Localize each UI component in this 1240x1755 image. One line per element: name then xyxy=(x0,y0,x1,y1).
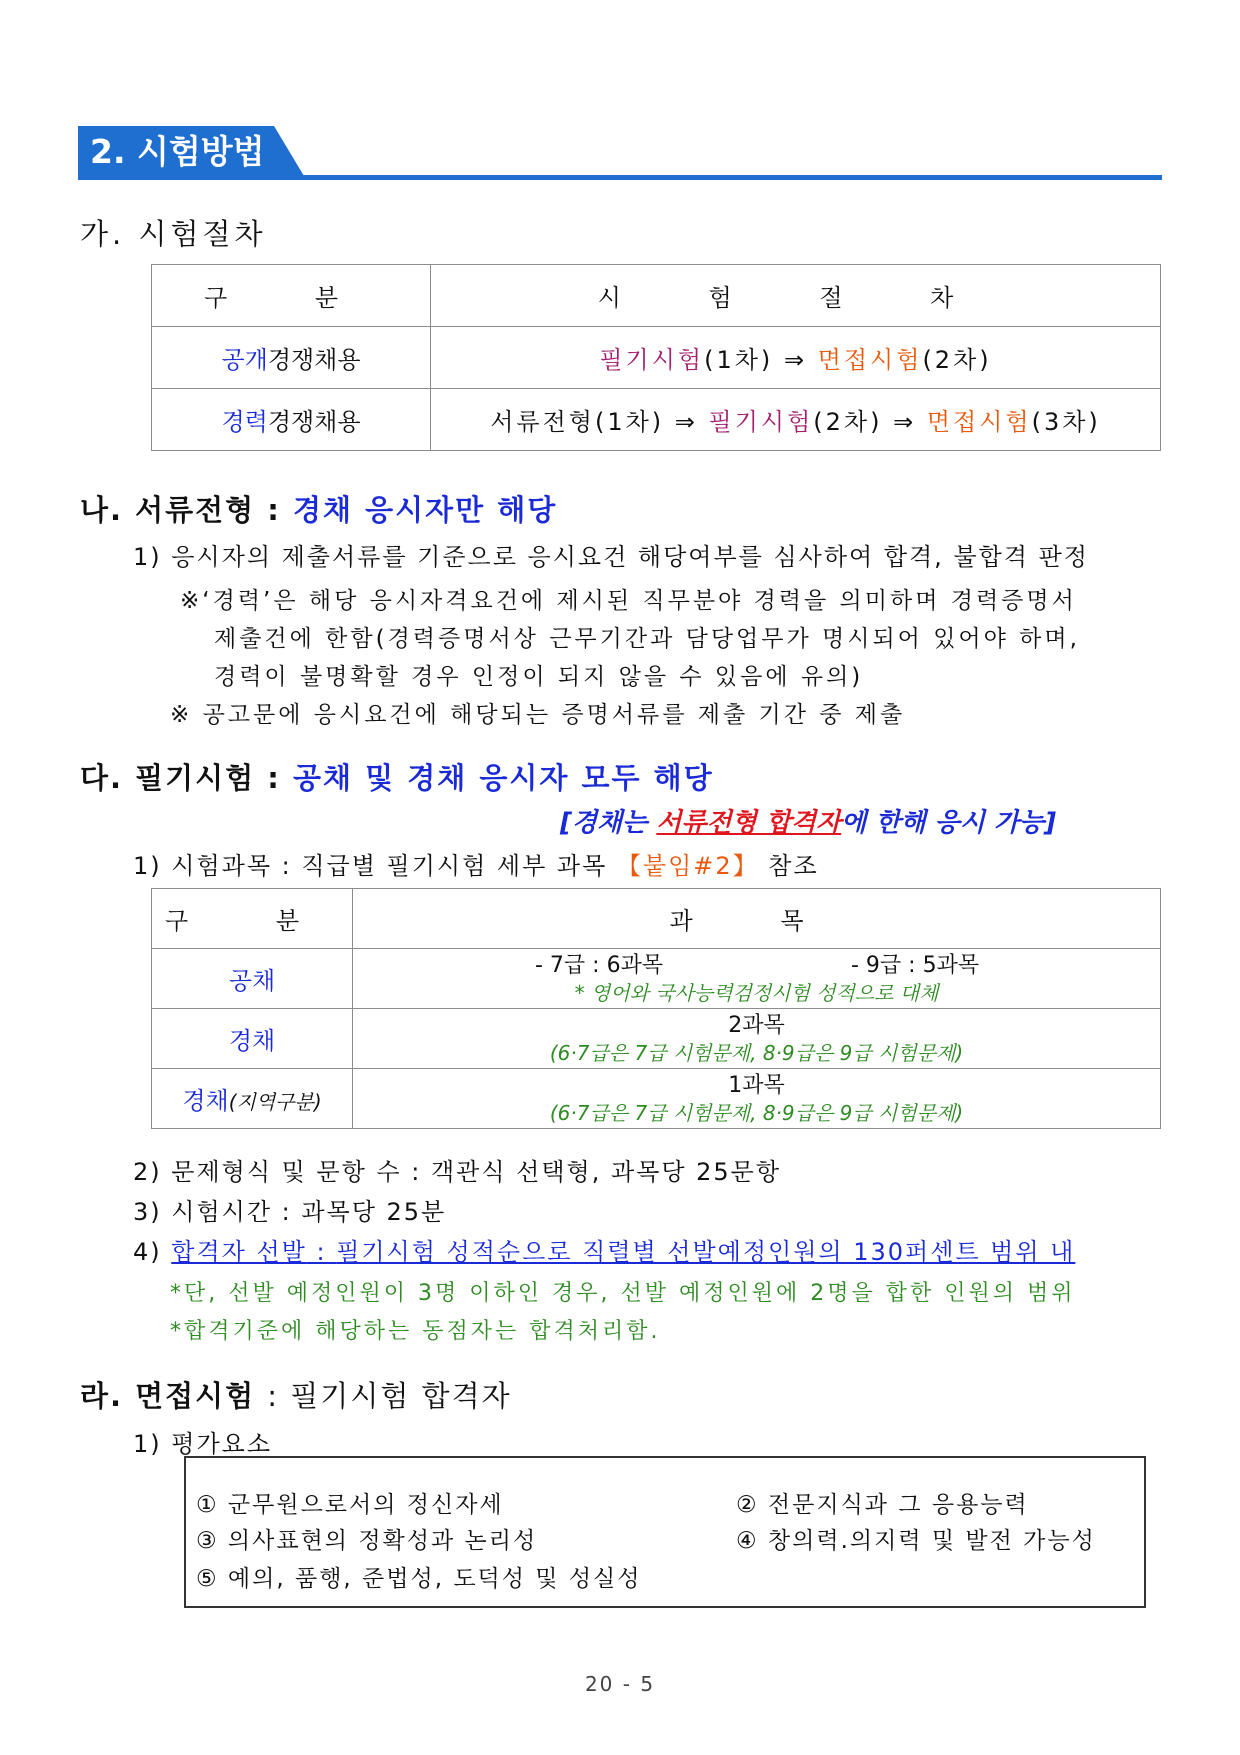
row-label: 경채(지역구분) xyxy=(152,1069,353,1129)
header-underline xyxy=(78,175,1162,180)
factor-4: ④ 창의력.의지력 및 발전 가능성 xyxy=(736,1528,1096,1554)
row-label: 공개경쟁채용 xyxy=(152,327,431,389)
na-note-1-line-3: 경력이 불명확할 경우 인정이 되지 않을 수 있음에 유의) xyxy=(214,664,864,690)
da-eligibility-note: [경채는 서류전형 합격자에 한해 응시 가능] xyxy=(560,808,1057,838)
factor-3: ③ 의사표현의 정확성과 논리성 xyxy=(196,1528,538,1554)
section-ra-heading: 라. 면접시험 : 필기시험 합격자 xyxy=(80,1379,512,1413)
row-subjects: - 7급 : 6과목 - 9급 : 5과목 * 영어와 국사능력검정시험 성적으로 대체 xyxy=(353,949,1161,1009)
da-item-3: 3) 시험시간 : 과목당 25분 xyxy=(133,1198,447,1226)
na-note-1-line-1: ※‘경력’은 해당 응시자격요건에 제시된 직무분야 경력을 의미하며 경력증명서 xyxy=(180,588,1077,614)
row-steps: 서류전형(1차) ⇒ 필기시험(2차) ⇒ 면접시험(3차) xyxy=(431,389,1161,451)
factor-5: ⑤ 예의, 품행, 준법성, 도덕성 및 성실성 xyxy=(196,1566,642,1592)
row-steps: 필기시험(1차) ⇒ 면접시험(2차) xyxy=(431,327,1161,389)
subjects-table xyxy=(151,888,1161,1129)
na-note-1-line-2: 제출건에 한함(경력증명서상 근무기간과 담당업무가 명시되어 있어야 하며, xyxy=(214,626,1080,652)
header-cell-procedure: 시 험 절 차 xyxy=(431,265,1161,327)
table-row xyxy=(152,327,1161,389)
factor-2: ② 전문지식과 그 응용능력 xyxy=(736,1492,1029,1518)
ra-item-1: 1) 평가요소 xyxy=(133,1430,272,1458)
factor-1: ① 군무원으로서의 정신자세 xyxy=(196,1492,504,1518)
da-item-4: 4) 합격자 선발 : 필기시험 성적순으로 직렬별 선발예정인원의 130퍼센트 범위 내 xyxy=(133,1238,1076,1266)
da-item-1: 1) 시험과목 : 직급별 필기시험 세부 과목 【붙임#2】 참조 xyxy=(133,852,819,880)
header-cell-category: 구 분 xyxy=(152,889,353,949)
section-da-heading: 다. 필기시험 : 공채 및 경채 응시자 모두 해당 xyxy=(80,761,714,795)
da-note-1: *단, 선발 예정인원이 3명 이하인 경우, 선발 예정인원에 2명을 합한 인원의 범위 xyxy=(170,1281,1076,1306)
row-label: 경채 xyxy=(152,1009,353,1069)
row-label: 공채 xyxy=(152,949,353,1009)
row-subjects: 1과목 (6·7급은 7급 시험문제, 8·9급은 9급 시험문제) xyxy=(353,1069,1161,1129)
table-row xyxy=(152,1069,1161,1129)
na-item-1: 1) 응시자의 제출서류를 기준으로 응시요건 해당여부를 심사하여 합격, 불합격 판정 xyxy=(133,543,1089,571)
da-note-2: *합격기준에 해당하는 동점자는 합격처리함. xyxy=(170,1319,661,1344)
section-ga-title: 가. 시험절차 xyxy=(80,217,267,251)
table-row xyxy=(152,1009,1161,1069)
procedure-table xyxy=(151,264,1161,451)
row-subjects: 2과목 (6·7급은 7급 시험문제, 8·9급은 9급 시험문제) xyxy=(353,1009,1161,1069)
row-label: 경력경쟁채용 xyxy=(152,389,431,451)
na-note-2: ※ 공고문에 응시요건에 해당되는 증명서류를 제출 기간 중 제출 xyxy=(170,702,906,728)
section-header-title: 2. 시험방법 xyxy=(90,132,265,171)
table-header-row xyxy=(152,889,1161,949)
header-cell-category: 구 분 xyxy=(152,265,431,327)
da-item-2: 2) 문제형식 및 문항 수 : 객관식 선택형, 과목당 25문항 xyxy=(133,1158,782,1186)
page-number: 20 - 5 xyxy=(584,1672,656,1696)
header-cell-subjects: 과 목 xyxy=(353,889,1161,949)
table-row xyxy=(152,389,1161,451)
section-na-heading: 나. 서류전형 : 경채 응시자만 해당 xyxy=(80,493,558,527)
table-header-row xyxy=(152,265,1161,327)
table-row xyxy=(152,949,1161,1009)
